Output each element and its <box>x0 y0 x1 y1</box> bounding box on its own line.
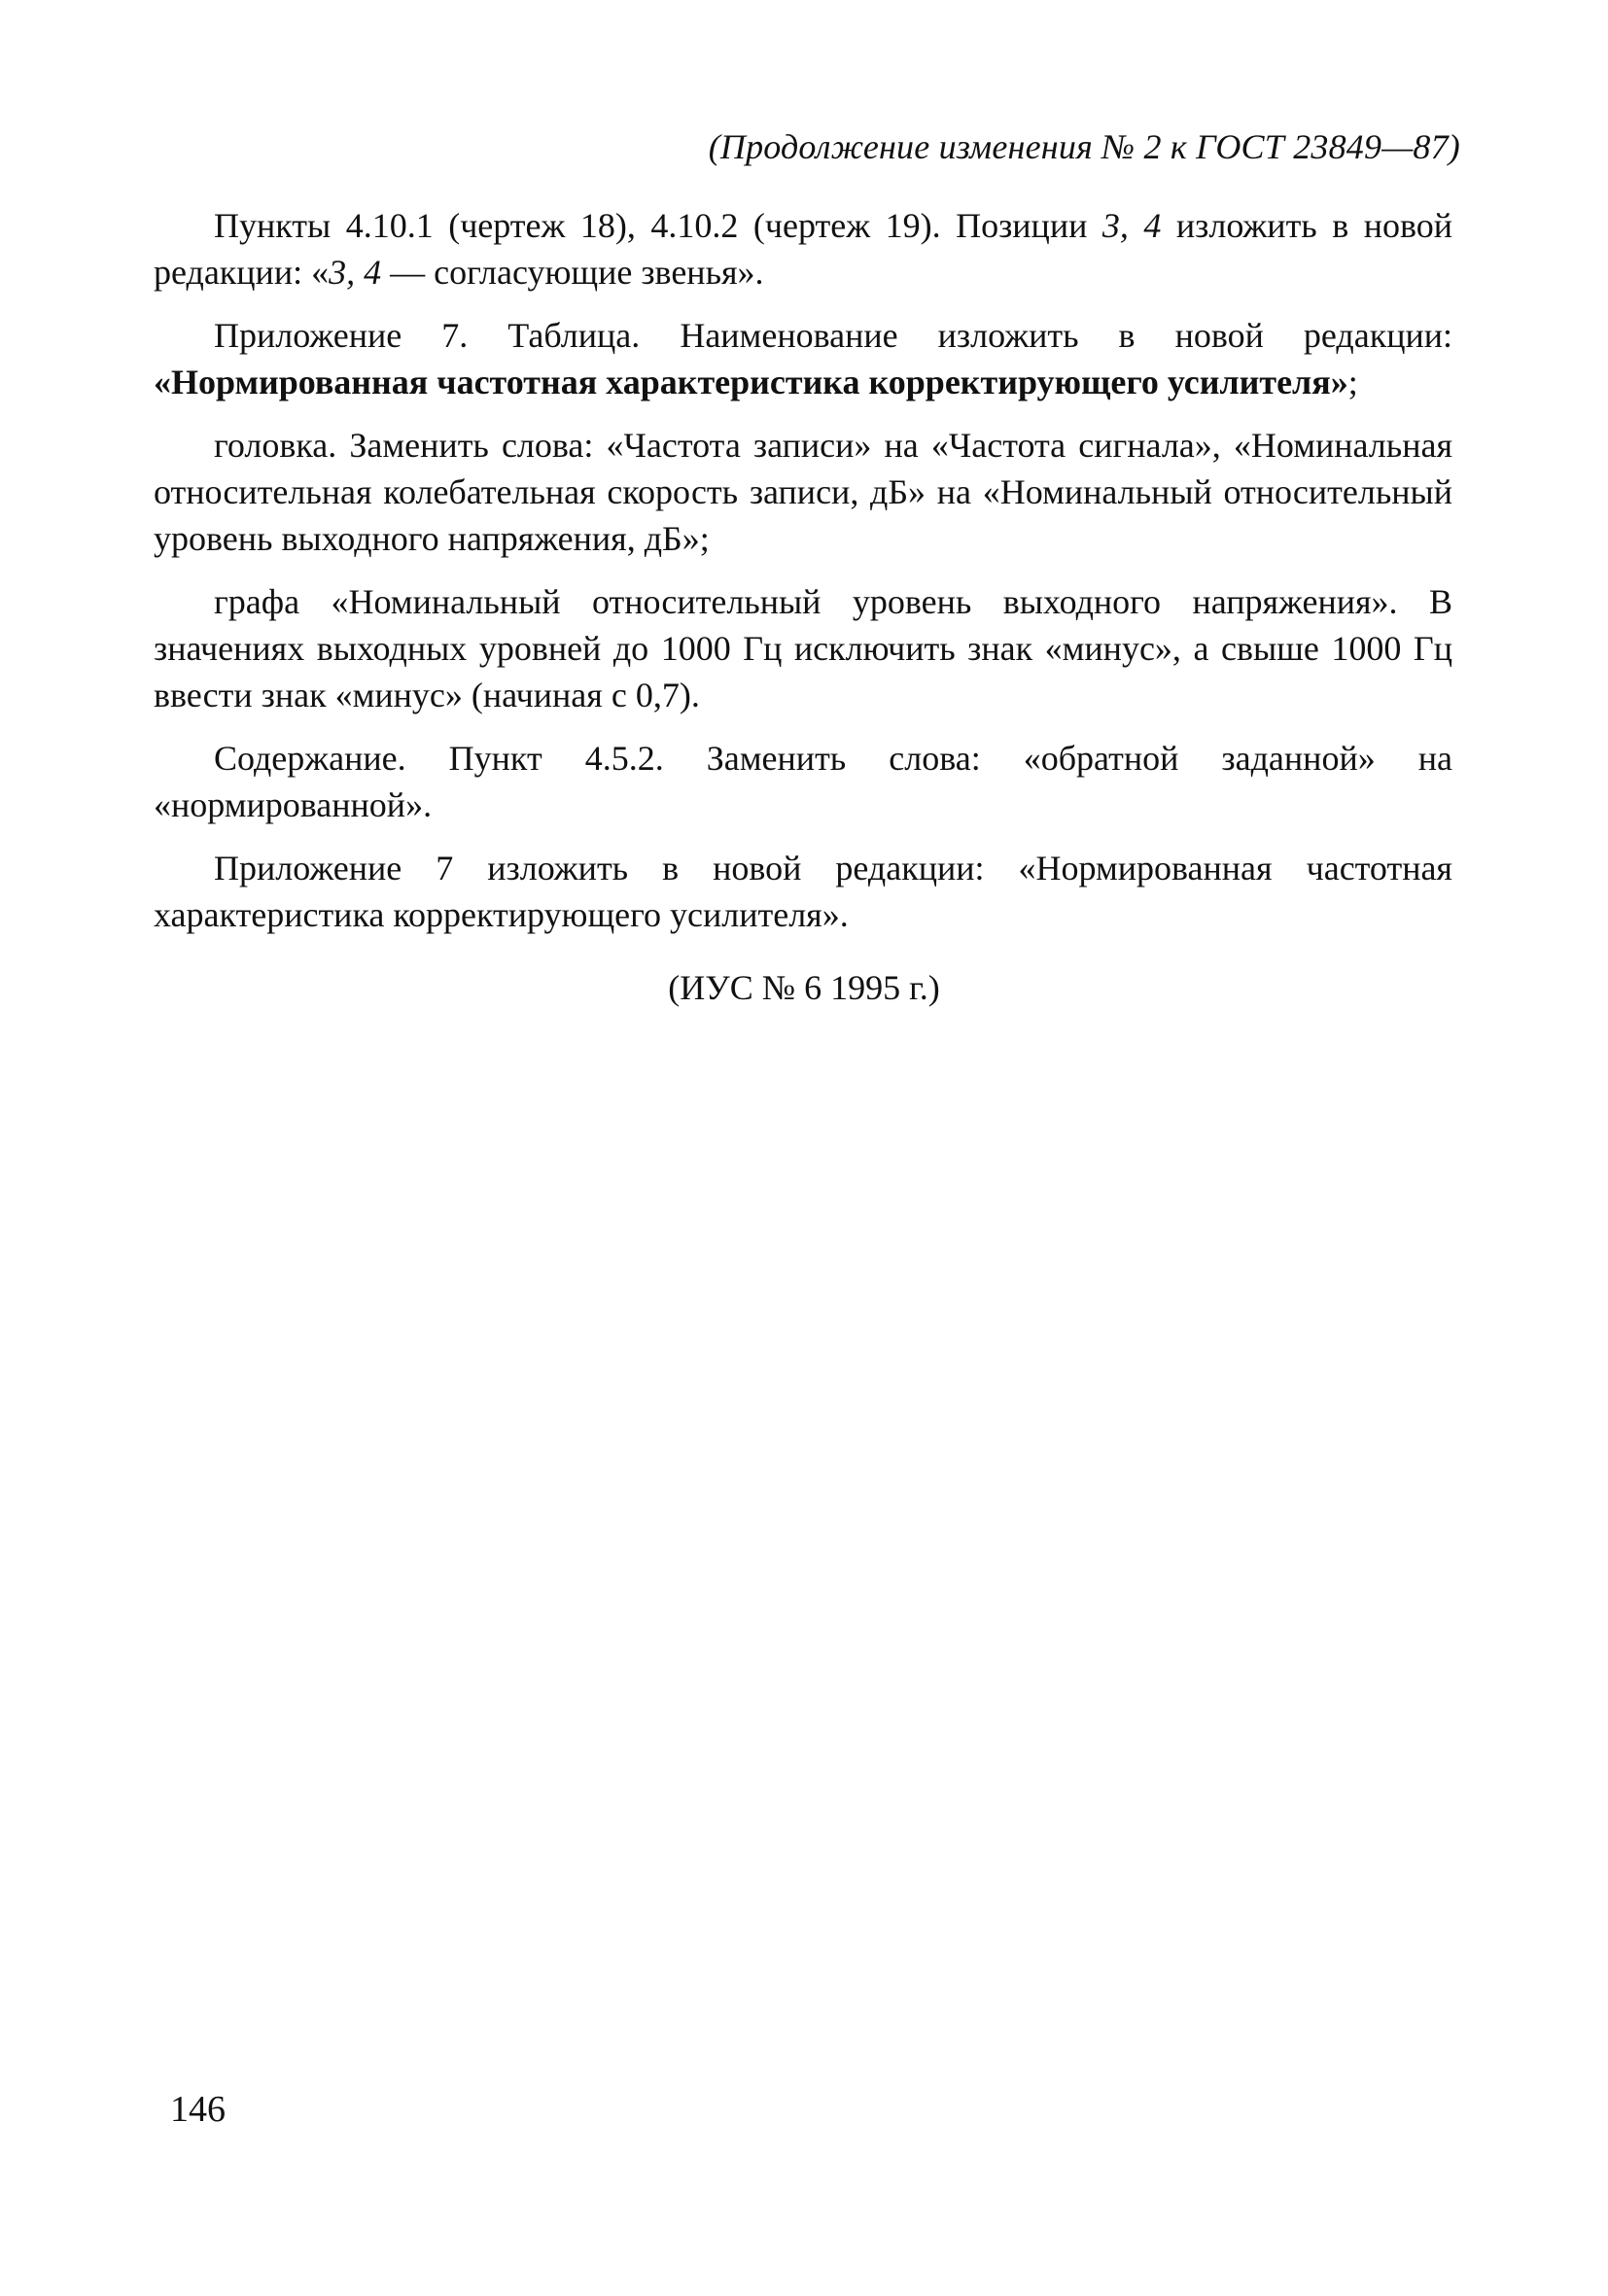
paragraph-heading-change: головка. Заменить слова: «Частота записи» на «Частота сигнала», «Номинальная относительная колебательная скорость записи, дБ» на «Номинальный относительный уровень выходного напряжения, дБ»; <box>154 426 1452 558</box>
source-note: (ИУС № 6 1995 г.) <box>668 968 940 1007</box>
italic-run: 3, 4 <box>1101 206 1162 245</box>
paragraph-column-change: графа «Номинальный относительный уровень выходного напряжения». В значениях выходных уровней до 1000 Гц исключить знак «минус», а свыше 1000 Гц ввести знак «минус» (начиная с 0,7). <box>154 582 1452 714</box>
italic-run: 3, 4 <box>329 253 382 292</box>
paragraph-appendix-7-table <box>154 312 1452 405</box>
text-run: ; <box>1347 363 1358 401</box>
text-run: Приложение 7. Таблица. Наименование изложить в новой редакции: <box>214 316 1452 355</box>
running-header: (Продолжение изменения № 2 к ГОСТ 23849—87) <box>708 127 1460 166</box>
text-run: изложить в новой редакции: « <box>154 206 1453 292</box>
text-run: Пункты 4.10.1 (чертеж 18), 4.10.2 (чертеж 19). Позиции <box>214 206 1102 245</box>
text-run: — согласующие звенья». <box>381 253 764 292</box>
paragraph-appendix-7-title: Приложение 7 изложить в новой редакции: «Нормированная частотная характеристика корректирующего усилителя». <box>154 849 1452 934</box>
document-body <box>154 202 1452 955</box>
page-number: 146 <box>170 2089 226 2130</box>
paragraph-contents-change: Содержание. Пункт 4.5.2. Заменить слова: «обратной заданной» на «нормированной». <box>154 739 1452 824</box>
paragraph-points-4-10 <box>154 202 1452 296</box>
bold-run: «Нормированная частотная характеристика корректирующего усилителя» <box>154 363 1348 401</box>
